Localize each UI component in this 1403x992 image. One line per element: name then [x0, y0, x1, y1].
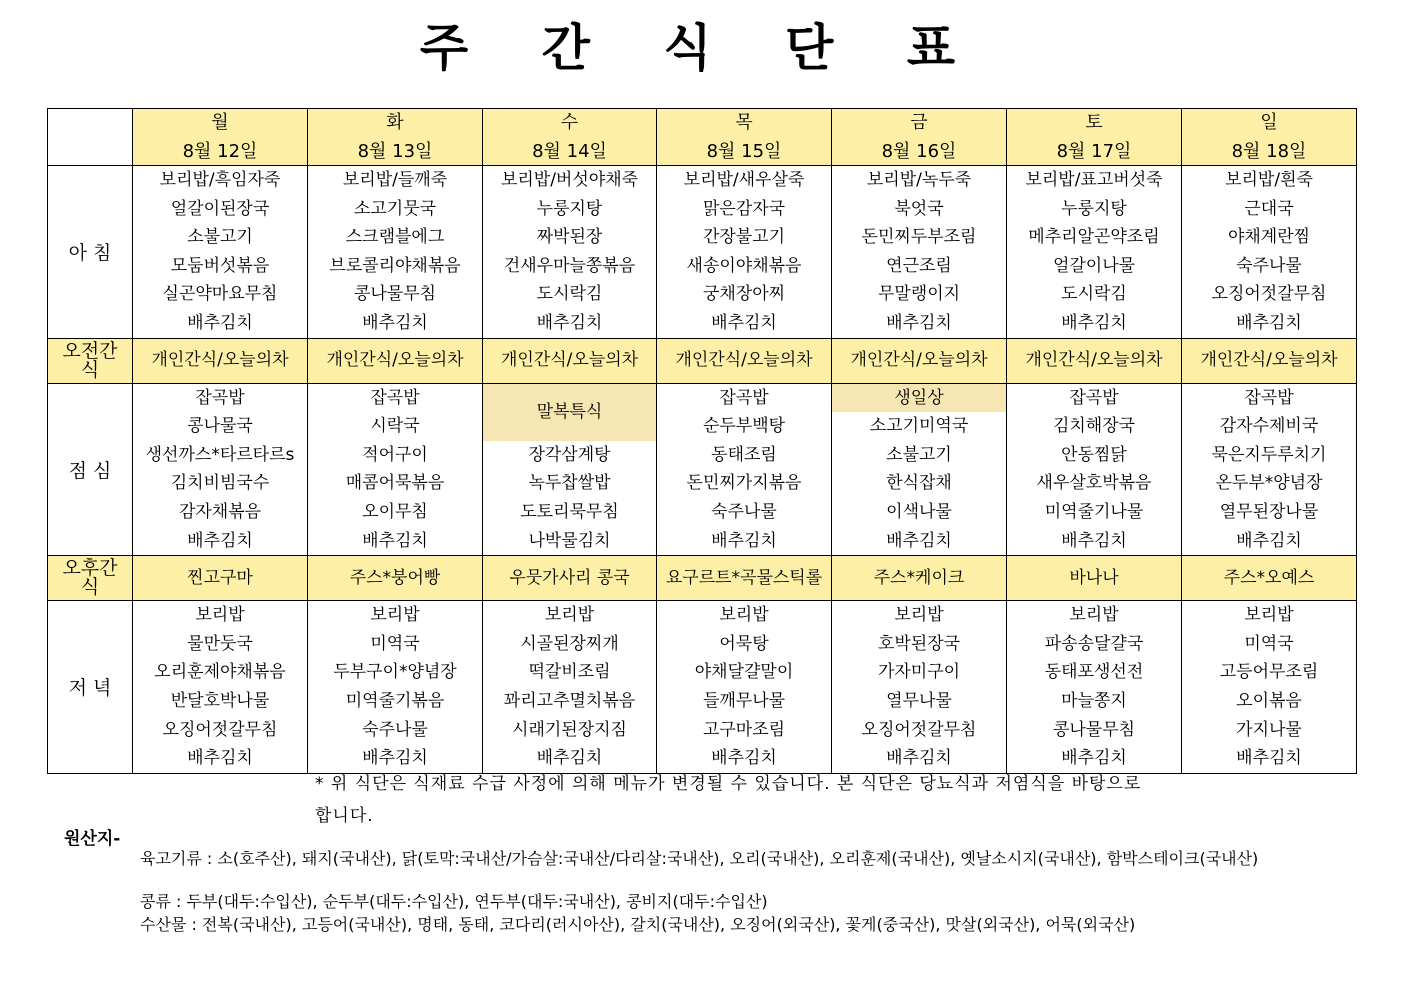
menu-item: 배추김치	[886, 312, 952, 333]
menu-item: 배추김치	[362, 748, 428, 769]
am-snack-cell	[1007, 338, 1182, 383]
menu-item: 장각삼계탕	[528, 444, 611, 465]
snack-item: 개인간식/오늘의차	[326, 350, 464, 371]
menu-item: 도토리묵무침	[520, 501, 619, 522]
menu-item: 나박물김치	[528, 530, 611, 551]
snack-item: 주스*붕어빵	[349, 567, 441, 588]
menu-item: 잡곡밥	[1069, 387, 1119, 408]
menu-item: 건새우마늘쫑볶음	[503, 255, 636, 276]
menu-item: 얼갈이나물	[1052, 255, 1136, 276]
am-snack-cell	[657, 338, 832, 383]
menu-item: 배추김치	[1236, 530, 1302, 551]
menu-item: 동태포생선전	[1044, 662, 1144, 683]
lunch-cell	[832, 383, 1007, 556]
menu-item: 보리밥/들깨죽	[342, 170, 448, 190]
menu-item: 배추김치	[1236, 312, 1302, 333]
day-date: 8월 16일	[881, 141, 957, 162]
day-name: 화	[386, 112, 404, 133]
weekly-menu-table	[47, 108, 1357, 774]
day-name: 월	[211, 112, 229, 133]
breakfast-cell	[1182, 166, 1357, 339]
corner-cell	[48, 109, 133, 166]
menu-item: 오이볶음	[1236, 690, 1302, 711]
menu-item: 두부구이*양념장	[333, 662, 457, 683]
day-header-wed	[483, 109, 657, 166]
dinner-cell	[1182, 601, 1357, 774]
day-date: 8월 13일	[357, 141, 433, 162]
header-row	[48, 109, 1357, 166]
day-date: 8월 18일	[1231, 141, 1307, 162]
menu-item: 배추김치	[187, 530, 253, 551]
dinner-cell	[832, 601, 1007, 774]
snack-item: 개인간식/오늘의차	[1025, 350, 1163, 371]
special-menu-item: 말복특식	[483, 384, 656, 441]
snack-item: 주스*오예스	[1223, 567, 1315, 588]
origin-beans: 콩류 : 두부(대두:수입산), 순두부(대두:수입산), 연두부(대두:국내산), 콩비지(대두:수입산)	[140, 892, 768, 911]
menu-item: 떡갈비조림	[528, 662, 611, 683]
am-snack-cell	[133, 338, 308, 383]
menu-item: 숙주나물	[362, 719, 428, 740]
dinner-cell	[483, 601, 657, 774]
dinner-cell	[657, 601, 832, 774]
snack-item: 개인간식/오늘의차	[675, 350, 813, 371]
menu-item: 보리밥/흑임자죽	[159, 170, 281, 190]
menu-item: 오징어젓갈무침	[162, 719, 278, 740]
page-title: 주 간 식 단 표	[419, 19, 984, 77]
menu-item: 실곤약마요무침	[162, 284, 278, 305]
menu-item: 보리밥	[1244, 605, 1294, 626]
dinner-cell	[308, 601, 483, 774]
menu-item: 북엇국	[894, 198, 944, 219]
day-name: 수	[560, 112, 579, 133]
menu-item: 짜박된장	[536, 227, 603, 248]
menu-item: 잡곡밥	[719, 387, 769, 408]
lunch-label: 점 심	[48, 383, 133, 556]
breakfast-cell	[832, 166, 1007, 339]
day-name: 토	[1085, 112, 1103, 133]
lunch-cell	[308, 383, 483, 556]
dinner-row	[48, 601, 1357, 774]
am-snack-cell	[1182, 338, 1357, 383]
breakfast-cell	[308, 166, 483, 339]
menu-item: 도시락김	[1061, 284, 1127, 305]
pm-snack-label	[48, 556, 133, 601]
lunch-cell	[657, 383, 832, 556]
menu-item: 파송송달걀국	[1044, 633, 1144, 654]
lunch-cell	[1007, 383, 1182, 556]
menu-item: 오징어젓갈무침	[861, 719, 977, 740]
menu-item: 보리밥/새우살죽	[683, 170, 805, 190]
menu-item: 소고기미역국	[869, 416, 969, 437]
menu-item: 반달호박나물	[170, 690, 270, 711]
snack-item: 개인간식/오늘의차	[1200, 350, 1338, 371]
menu-item: 누룽지탕	[1061, 198, 1127, 219]
day-date: 8월 12일	[182, 141, 258, 162]
menu-item: 잡곡밥	[195, 387, 245, 408]
pm-snack-cell	[657, 556, 832, 601]
menu-item: 배추김치	[187, 312, 253, 333]
breakfast-cell	[657, 166, 832, 339]
menu-item: 브로콜리야채볶음	[329, 255, 461, 276]
menu-item: 돈민찌두부조림	[861, 227, 977, 248]
menu-item: 보리밥	[1069, 605, 1119, 626]
snack-item: 개인간식/오늘의차	[151, 350, 289, 371]
menu-item: 보리밥/흰죽	[1225, 170, 1313, 190]
day-name: 일	[1260, 112, 1278, 133]
menu-item: 새우살호박볶음	[1036, 473, 1152, 494]
menu-item: 물만둣국	[187, 633, 253, 654]
menu-item: 얼갈이된장국	[170, 198, 270, 219]
menu-item: 안동찜닭	[1061, 444, 1127, 465]
menu-item: 잡곡밥	[1244, 387, 1294, 408]
menu-item: 감자수제비국	[1219, 416, 1319, 437]
pm-snack-cell	[1182, 556, 1357, 601]
am-snack-label	[48, 338, 133, 383]
day-header-sun	[1182, 109, 1357, 166]
day-date: 8월 17일	[1056, 141, 1132, 162]
menu-item: 야채달걀말이	[694, 662, 794, 683]
menu-item: 배추김치	[362, 530, 428, 551]
menu-item: 배추김치	[1061, 748, 1127, 769]
menu-item: 콩나물무침	[353, 284, 437, 305]
menu-item: 배추김치	[711, 312, 777, 333]
special-menu-item: 생일상	[832, 384, 1006, 413]
menu-item: 보리밥	[894, 605, 944, 626]
menu-item: 보리밥	[719, 605, 769, 626]
menu-item: 스크램블에그	[345, 227, 445, 248]
origin-meat: 육고기류 : 소(호주산), 돼지(국내산), 닭(토막:국내산/가슴살:국내산/다리살:국내산), 오리(국내산), 오리훈제(국내산), 옛날소시지(국내산), 함박스테이크(국내산)	[140, 849, 1259, 868]
menu-item: 시골된장찌개	[520, 633, 619, 654]
menu-item: 생선까스*타르타르s	[145, 444, 295, 465]
menu-item: 누룽지탕	[536, 198, 603, 219]
menu-item: 매콤어묵볶음	[345, 473, 445, 494]
menu-item: 배추김치	[711, 748, 777, 769]
menu-item: 미역줄기볶음	[345, 690, 445, 711]
menu-item: 숙주나물	[711, 501, 777, 522]
breakfast-cell	[1007, 166, 1182, 339]
day-header-tue	[308, 109, 483, 166]
menu-item: 묵은지두루치기	[1211, 444, 1327, 465]
menu-item: 소불고기	[886, 444, 952, 465]
menu-item: 이색나물	[886, 501, 952, 522]
lunch-cell	[133, 383, 308, 556]
menu-item: 감자채볶음	[178, 501, 262, 522]
am-snack-cell	[308, 338, 483, 383]
menu-item: 동태조림	[711, 444, 777, 465]
breakfast-row	[48, 166, 1357, 339]
dinner-cell	[1007, 601, 1182, 774]
menu-item: 꽈리고추멸치볶음	[503, 690, 636, 711]
snack-item: 개인간식/오늘의차	[500, 350, 639, 371]
menu-item: 콩나물무침	[1052, 719, 1136, 740]
breakfast-label: 아 침	[48, 166, 133, 339]
menu-item: 배추김치	[1061, 530, 1127, 551]
origin-seafood: 수산물 : 전복(국내산), 고등어(국내산), 명태, 동태, 코다리(러시아산), 갈치(국내산), 오징어(외국산), 꽃게(중국산), 맛살(외국산), 어묵(외국산)	[140, 915, 1136, 934]
snack-item: 우뭇가사리 콩국	[509, 567, 630, 588]
menu-item: 미역국	[370, 633, 420, 654]
menu-item: 보리밥/녹두죽	[866, 170, 972, 190]
day-name: 금	[910, 112, 928, 133]
origin-title: 원산지-	[64, 829, 121, 849]
menu-item: 무말랭이지	[877, 284, 961, 305]
menu-item: 배추김치	[187, 748, 253, 769]
menu-item: 녹두찹쌀밥	[528, 473, 611, 494]
day-header-mon	[133, 109, 308, 166]
menu-item: 새송이야채볶음	[686, 255, 802, 276]
lunch-cell	[483, 383, 657, 556]
menu-item: 궁채장아찌	[702, 284, 786, 305]
menu-item: 메추리알곤약조림	[1028, 227, 1160, 248]
menu-item: 열무된장나물	[1219, 501, 1319, 522]
menu-change-note: * 위 식단은 식재료 수급 사정에 의해 메뉴가 변경될 수 있습니다. 본 식단은 당뇨식과 저염식을 바탕으로 합니다.	[315, 774, 1142, 826]
pm-snack-cell	[1007, 556, 1182, 601]
am-snack-label-text: 오전간식	[62, 339, 118, 381]
menu-item: 콩나물국	[187, 416, 253, 437]
dinner-label: 저 녁	[48, 601, 133, 774]
lunch-row	[48, 383, 1357, 556]
day-header-fri	[832, 109, 1007, 166]
menu-item: 잡곡밥	[370, 387, 420, 408]
menu-item: 호박된장국	[877, 633, 961, 654]
pm-snack-cell	[483, 556, 657, 601]
snack-item: 찐고구마	[187, 567, 253, 588]
snack-item: 개인간식/오늘의차	[850, 350, 988, 371]
day-header-thu	[657, 109, 832, 166]
snack-item: 바나나	[1069, 567, 1119, 588]
breakfast-cell	[483, 166, 657, 339]
menu-item: 미역줄기나물	[1044, 501, 1144, 522]
menu-item: 보리밥	[544, 605, 595, 626]
menu-item: 온두부*양념장	[1215, 473, 1323, 494]
day-date: 8월 14일	[532, 141, 607, 162]
menu-item: 시락국	[370, 416, 420, 437]
menu-item: 오징어젓갈무침	[1211, 284, 1327, 305]
am-snack-cell	[832, 338, 1007, 383]
menu-item: 김치비빔국수	[170, 473, 270, 494]
menu-item: 마늘쫑지	[1061, 690, 1127, 711]
snack-item: 주스*케이크	[873, 567, 965, 588]
day-name: 목	[735, 112, 753, 133]
menu-item: 배추김치	[711, 530, 777, 551]
menu-item: 보리밥	[370, 605, 420, 626]
menu-item: 한식잡채	[886, 473, 952, 494]
menu-item: 소불고기	[187, 227, 253, 248]
menu-item: 가지나물	[1236, 719, 1302, 740]
day-header-sat	[1007, 109, 1182, 166]
menu-item: 연근조림	[886, 255, 952, 276]
pm-snack-cell	[133, 556, 308, 601]
menu-item: 고구마조림	[702, 719, 786, 740]
menu-item: 맑은감자국	[702, 198, 786, 219]
dinner-cell	[133, 601, 308, 774]
am-snack-row	[48, 338, 1357, 383]
menu-item: 근대국	[1244, 198, 1294, 219]
menu-item: 적어구이	[362, 444, 428, 465]
menu-item: 오이무침	[362, 501, 428, 522]
pm-snack-row	[48, 556, 1357, 601]
day-date: 8월 15일	[706, 141, 782, 162]
pm-snack-label-text: 오후간식	[62, 557, 118, 599]
pm-snack-cell	[832, 556, 1007, 601]
am-snack-cell	[483, 338, 657, 383]
menu-item: 모둠버섯볶음	[170, 255, 270, 276]
menu-item: 배추김치	[362, 312, 428, 333]
pm-snack-cell	[308, 556, 483, 601]
menu-item: 김치해장국	[1052, 416, 1136, 437]
lunch-cell	[1182, 383, 1357, 556]
menu-item: 보리밥	[195, 605, 245, 626]
menu-item: 보리밥/버섯야채죽	[500, 170, 639, 190]
menu-item: 간장불고기	[702, 227, 786, 248]
menu-item: 배추김치	[536, 312, 603, 333]
breakfast-cell	[133, 166, 308, 339]
menu-item: 배추김치	[1236, 748, 1302, 769]
menu-item: 배추김치	[536, 748, 603, 769]
menu-item: 배추김치	[886, 530, 952, 551]
menu-item: 순두부백탕	[702, 416, 786, 437]
menu-item: 미역국	[1244, 633, 1294, 654]
menu-item: 야채계란찜	[1227, 227, 1311, 248]
menu-item: 어묵탕	[719, 633, 769, 654]
menu-item: 소고기뭇국	[353, 198, 437, 219]
menu-item: 시래기된장지짐	[512, 719, 627, 740]
menu-item: 보리밥/표고버섯죽	[1025, 170, 1163, 190]
menu-item: 배추김치	[886, 748, 952, 769]
menu-item: 배추김치	[1061, 312, 1127, 333]
menu-item: 돈민찌가지볶음	[686, 473, 802, 494]
snack-item: 요구르트*곡물스틱롤	[665, 567, 823, 588]
menu-item: 오리훈제야채볶음	[154, 662, 286, 683]
menu-item: 고등어무조림	[1219, 662, 1319, 683]
menu-item: 가자미구이	[877, 662, 961, 683]
menu-item: 열무나물	[886, 690, 952, 711]
menu-item: 숙주나물	[1236, 255, 1302, 276]
menu-item: 도시락김	[536, 284, 603, 305]
menu-item: 들깨무나물	[702, 690, 786, 711]
